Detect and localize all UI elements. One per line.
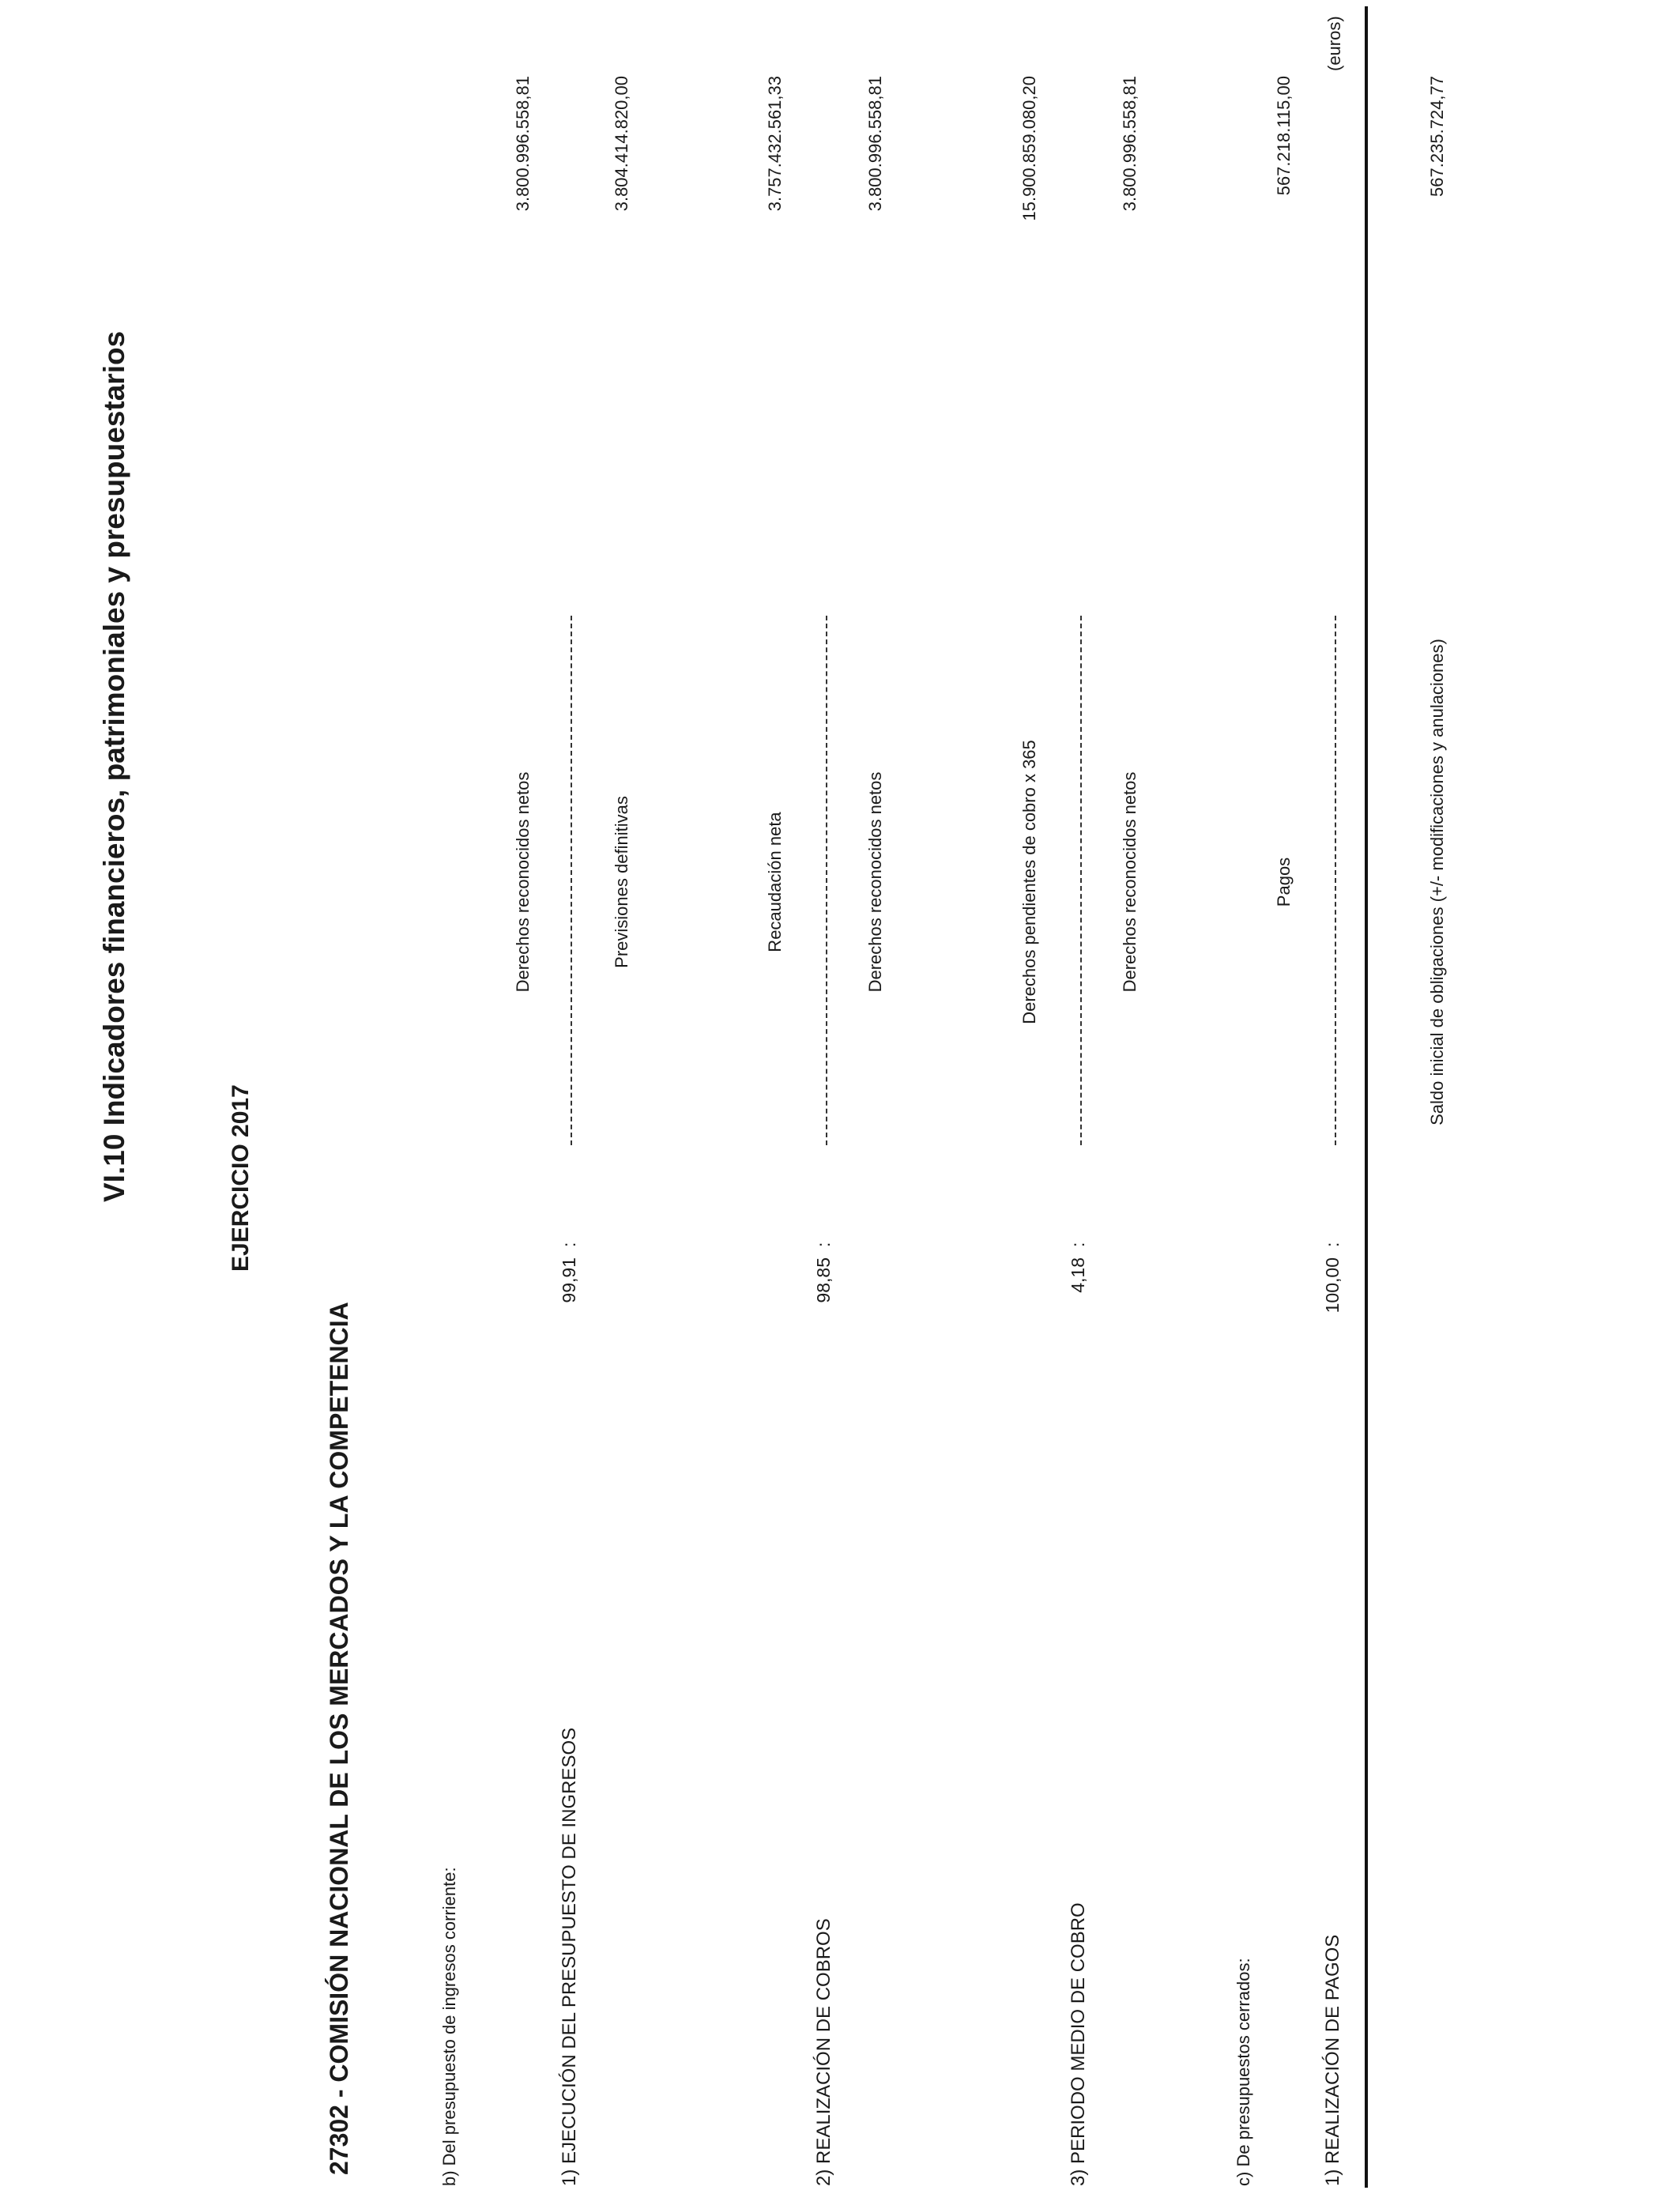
indicator-b3-value: 4,18: [1068, 1257, 1088, 1293]
indicator-c1-denominator-label: Saldo inicial de obligaciones (+/- modificaciones y anulaciones): [1427, 639, 1447, 1125]
indicator-c1-numerator-label: Pagos: [1274, 857, 1294, 907]
indicator-c1-colon: :: [1322, 1242, 1343, 1247]
indicator-b2-numerator-label: Recaudación neta: [765, 812, 785, 952]
exercise-heading: EJERCICIO 2017: [228, 1084, 254, 1272]
indicator-c1-value: 100,00: [1322, 1257, 1343, 1314]
indicator-b3-denominator-label: Derechos reconocidos netos: [1120, 771, 1139, 993]
indicator-b2-denominator-label: Derechos reconocidos netos: [865, 771, 885, 993]
indicator-b1-denominator-value: 3.804.414.820,00: [612, 76, 631, 212]
indicator-c1-fraction-line: [1335, 616, 1336, 1145]
unit-label: (euros): [1324, 16, 1344, 71]
indicator-b3-fraction-line: [1080, 616, 1082, 1145]
indicator-b3-denominator-value: 3.800.996.558,81: [1120, 76, 1139, 212]
section-c-label: c) De presupuestos cerrados:: [1234, 1958, 1253, 2186]
indicator-b1-name: 1) EJECUCIÓN DEL PRESUPUESTO DE INGRESOS: [559, 1727, 580, 2186]
section-b-label: b) Del presupuesto de ingresos corriente:: [439, 1867, 459, 2186]
indicator-c1-numerator-value: 567.218.115,00: [1274, 76, 1294, 196]
indicator-b1-numerator-value: 3.800.996.558,81: [513, 76, 533, 212]
indicator-b2-denominator-value: 3.800.996.558,81: [865, 76, 885, 212]
indicator-c1-name: 1) REALIZACIÓN DE PAGOS: [1322, 1934, 1343, 2186]
indicator-b2-fraction-line: [826, 616, 827, 1145]
indicator-b2-colon: :: [813, 1242, 834, 1247]
indicator-b3-numerator-label: Derechos pendientes de cobro x 365: [1019, 740, 1039, 1024]
header-rule: [1365, 6, 1368, 2188]
indicator-b2-name: 2) REALIZACIÓN DE COBROS: [813, 1918, 834, 2186]
indicator-b2-numerator-value: 3.757.432.561,33: [765, 76, 785, 212]
indicator-b1-colon: :: [559, 1242, 579, 1247]
indicator-b1-denominator-label: Previsiones definitivas: [612, 796, 631, 968]
indicator-b3-numerator-value: 15.900.859.080,20: [1019, 76, 1039, 221]
indicator-b2-value: 98,85: [813, 1257, 834, 1303]
indicator-b1-numerator-label: Derechos reconocidos netos: [513, 771, 533, 993]
indicator-b3-colon: :: [1068, 1242, 1088, 1247]
indicator-b3-name: 3) PERIODO MEDIO DE COBRO: [1068, 1902, 1089, 2186]
indicator-c1-denominator-value: 567.235.724,77: [1427, 76, 1447, 197]
entity-heading: 27302 - COMISIÓN NACIONAL DE LOS MERCADOS Y LA COMPETENCIA: [325, 1302, 353, 2175]
indicator-b1-fraction-line: [571, 616, 572, 1145]
report-title: VI.10 Indicadores financieros, patrimoniales y presupuestarios: [98, 330, 130, 1202]
indicator-b1-value: 99,91: [559, 1257, 579, 1303]
